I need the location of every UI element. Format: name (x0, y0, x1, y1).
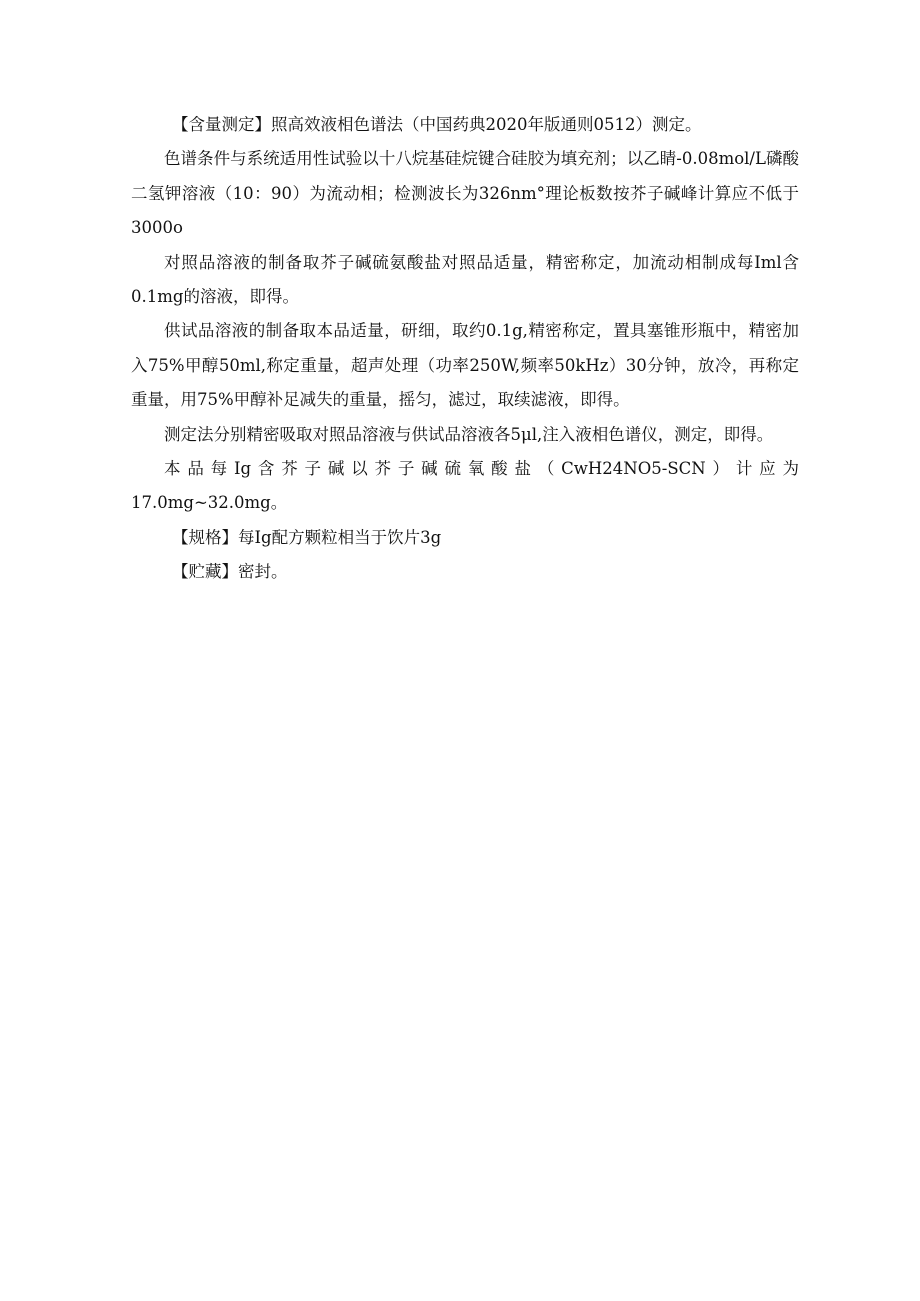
reference-solution-paragraph: 对照品溶液的制备取芥子碱硫氨酸盐对照品适量，精密称定，加流动相制成每Iml含0.1mg的溶液，即得。 (131, 252, 799, 307)
storage-text: 密封。 (238, 562, 288, 582)
document-body (131, 108, 799, 590)
content-limit-paragraph: 本品每Ig含芥子碱以芥子碱硫氧酸盐（CwH24NO5-SCN）计应为17.0mg~32.0mg。 (131, 459, 799, 513)
specification-label: 【规格】 (172, 527, 238, 547)
specification-text: 每Ig配方颗粒相当于饮片3g (238, 527, 442, 547)
assay-text: 照高效液相色谱法（中国药典2020年版通则0512）测定。 (271, 115, 702, 134)
assay-label: 【含量测定】 (172, 115, 271, 134)
test-solution-paragraph: 供试品溶液的制备取本品适量，研细，取约0.1g,精密称定，置具塞锥形瓶中，精密加入75%甲醇50ml,称定重量，超声处理（功率250W,频率50kHz）30分钟，放冷，再称定重量，用75%甲醇补足减失的重量，摇匀，滤过，取续滤液，即得。 (131, 321, 799, 410)
assay-paragraph (131, 108, 799, 142)
method-paragraph: 测定法分别精密吸取对照品溶液与供试品溶液各5μl,注入液相色谱仪，测定，即得。 (164, 424, 774, 444)
chromatography-paragraph: 色谱条件与系统适用性试验以十八烷基硅烷键合硅胶为填充剂；以乙睛-0.08mol/L磷酸二氢钾溶液（10：90）为流动相；检测波长为326nm°理论板数按芥子碱峰计算应不低于3000o (131, 149, 799, 238)
specification-paragraph (131, 521, 799, 555)
storage-paragraph (131, 555, 799, 589)
storage-label: 【贮藏】 (172, 562, 238, 582)
